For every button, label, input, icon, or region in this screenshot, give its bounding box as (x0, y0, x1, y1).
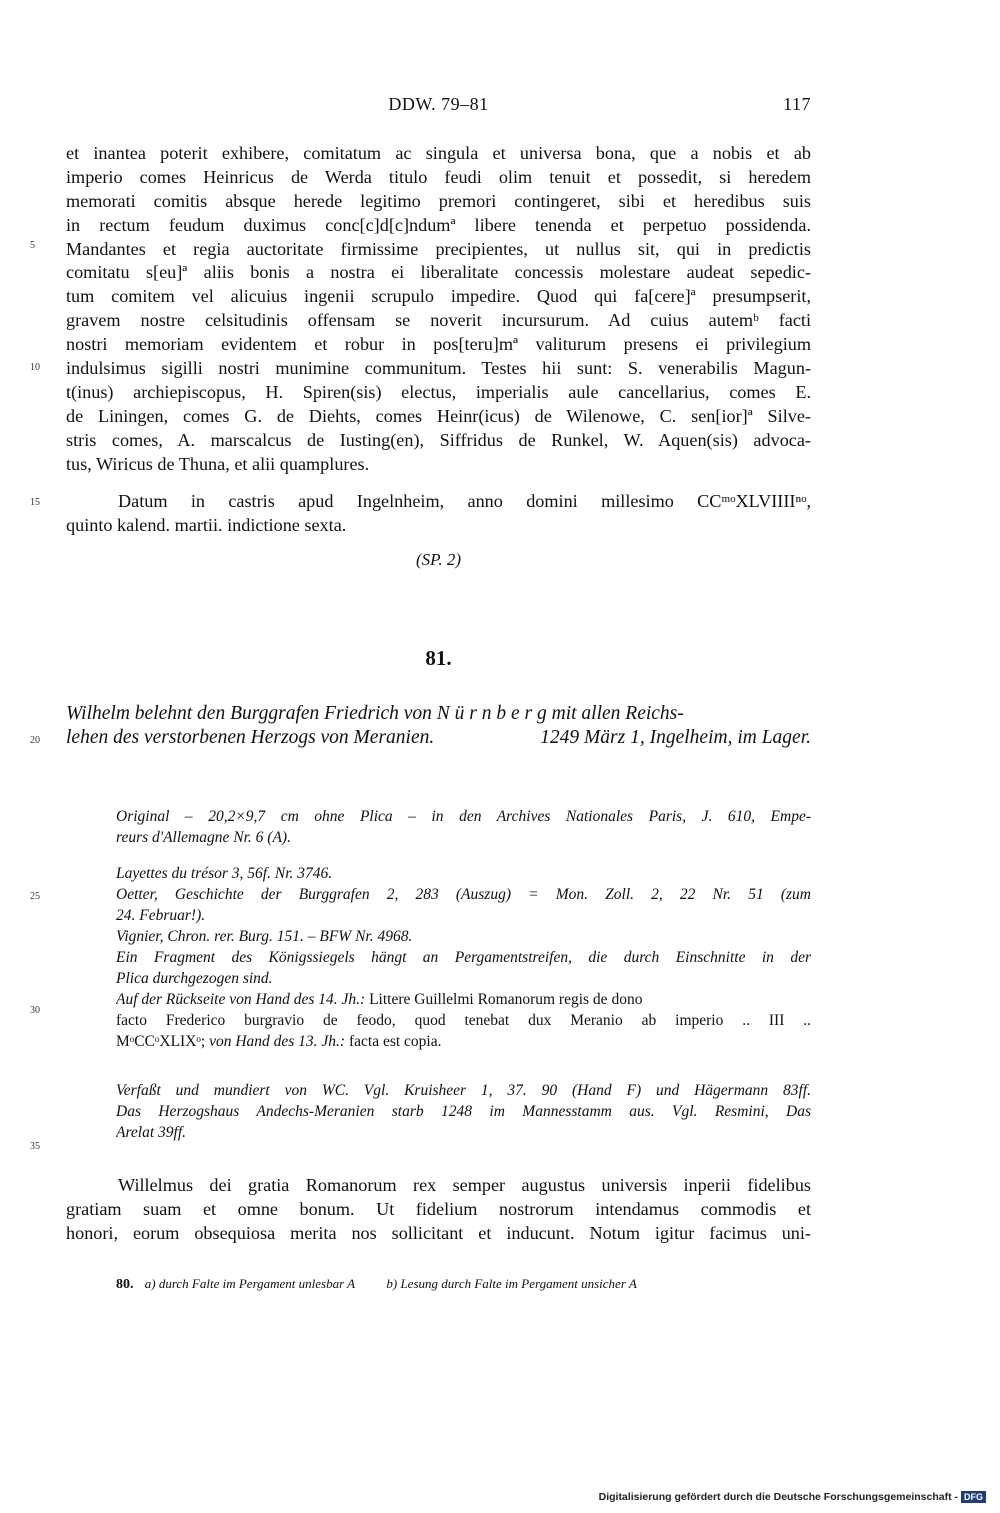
note-upright: facta est copia. (348, 1033, 442, 1050)
doc80-line: imperio comes Heinricus de Werda titulo feudi olim tenuit et possedit, si heredem (66, 166, 811, 187)
note-line: Ein Fragment des Königssiegels hängt an Pergamentstreifen, die durch Einschnitte in der (116, 949, 811, 966)
dfg-logo: DFG (961, 1491, 986, 1503)
doc80-line: gravem nostre celsitudinis offensam se noverit incursurum. Ad cuius autemᵇ facti (66, 310, 811, 331)
doc80-line: nostri memoriam evidentem et robur in pos[teru]mª valiturum presens ei privilegium (66, 334, 811, 355)
doc80-line: de Liningen, comes G. de Diehts, comes Heinr(icus) de Wilenowe, C. sen[ior]ª Silve- (66, 405, 811, 426)
page-header (66, 92, 811, 120)
doc80-datum (66, 490, 811, 538)
doc81-line: honori, eorum obsequiosa merita nos sollicitant et inducunt. Notum igitur facimus uni- (66, 1222, 811, 1243)
bibliography-notes (116, 863, 811, 1052)
doc80-line: memorati comitis absque herede legitimo premori contingeret, sibi et heredibus suis (66, 190, 811, 211)
note-line: Original – 20,2×9,7 cm ohne Plica – in den Archives Nationales Paris, J. 610, Empe- (116, 808, 811, 825)
footnote-a: a) durch Falte im Pergament unlesbar A (144, 1276, 356, 1291)
document-number: 81. (425, 646, 452, 670)
footnote-b: b) Lesung durch Falte im Pergament unsicher A (386, 1276, 637, 1291)
doc80-line: tum comitem vel alicuius ingenii scrupulo impedire. Quod qui fa[cere]ª presumpserit, (66, 286, 811, 307)
note-line: reurs d'Allemagne Nr. 6 (A). (116, 829, 291, 846)
doc81-line: Willelmus dei gratia Romanorum rex semper augustus universis inperii fidelibus (118, 1175, 811, 1195)
page-number: 117 (783, 94, 811, 114)
note-italic: Auf der Rückseite von Hand des 14. Jh.: (116, 991, 366, 1008)
note-line (116, 1031, 811, 1052)
doc80-line: et inantea poterit exhibere, comitatum ac singula et universa bona, que a nobis et ab (66, 143, 811, 163)
footnote-doc-number: 80. (116, 1277, 134, 1292)
note-line: 24. Februar!). (116, 907, 206, 924)
note-line: Verfaßt und mundiert von WC. Vgl. Kruisheer 1, 37. 90 (Hand F) und Hägermann 83ff. (116, 1082, 811, 1099)
line-number: 35 (30, 1141, 40, 1152)
note-line: Vignier, Chron. rer. Burg. 151. – BFW Nr. 4968. (116, 928, 413, 945)
note-line (116, 989, 811, 1010)
note-italic: von Hand des 13. Jh.: (209, 1033, 346, 1050)
doc80-line: comitatu s[eu]ª aliis bonis a nostra ei liberalitate concessis molestare audeat sepedic- (66, 262, 811, 283)
doc80-line: in rectum feudum duximus conc[c]d[c]ndumª libere tenenda et perpetuo possidenda. (66, 214, 811, 235)
doc80-body (66, 142, 811, 476)
doc80-line: stris comes, A. marscalcus de Iusting(en), Siffridus de Runkel, W. Aquen(sis) advoca- (66, 429, 811, 450)
line-number: 5 (30, 240, 35, 251)
seal-note: (SP. 2) (415, 550, 461, 569)
commentary-notes (116, 1080, 811, 1143)
line-number: 30 (30, 1005, 40, 1016)
footnotes (116, 1276, 665, 1293)
regest-line: lehen des verstorbenen Herzogs von Meranien. (66, 727, 435, 748)
dateline: 1249 März 1, Ingelheim, im Lager. (540, 727, 811, 748)
datum-line: Datum in castris apud Ingelnheim, anno domini millesimo CCᵐᵒXLVIIIIⁿᵒ, (118, 491, 811, 511)
note-line: Oetter, Geschichte der Burggrafen 2, 283 (Auszug) = Mon. Zoll. 2, 22 Nr. 51 (zum (116, 886, 811, 903)
note-line: Das Herzogshaus Andechs-Meranien starb 1248 im Mannesstamm aus. Vgl. Resmini, Das (116, 1103, 811, 1120)
line-number: 10 (30, 362, 40, 373)
note-upright: Littere Guillelmi Romanorum regis de dono (369, 991, 643, 1008)
line-number: 25 (30, 891, 40, 902)
doc80-line: indulsimus sigilli nostri munimine communitum. Testes hii sunt: S. venerabilis Magun- (66, 358, 811, 379)
regest-line: Wilhelm belehnt den Burggrafen Friedrich von N ü r n b e r g mit allen Reichs- (66, 703, 684, 724)
note-line: facto Frederico burgravio de feodo, quod tenebat dux Meranio ab imperio .. III .. (116, 1012, 811, 1029)
note-line: Layettes du trésor 3, 56f. Nr. 3746. (116, 865, 333, 882)
doc80-line: t(inus) archiepiscopus, H. Spiren(sis) electus, imperialis aule cancellarius, comes E. (66, 381, 811, 402)
note-line: Plica durchgezogen sind. (116, 970, 273, 987)
line-number: 15 (30, 497, 40, 508)
funding-notice (599, 1491, 986, 1503)
note-line: Arelat 39ff. (116, 1124, 187, 1141)
datum-line: quinto kalend. martii. indictione sexta. (66, 514, 347, 535)
doc81-body (66, 1174, 811, 1246)
doc81-line: gratiam suam et omne bonum. Ut fidelium nostrorum intendamus commodis et (66, 1198, 811, 1219)
doc80-line: tus, Wiricus de Thuna, et alii quamplures. (66, 453, 370, 474)
funding-text: Digitalisierung gefördert durch die Deutsche Forschungsgemeinschaft - (598, 1491, 958, 1503)
doc80-line: Mandantes et regia auctoritate firmissime precipientes, ut nullus sit, qui in predictis (66, 238, 811, 259)
running-title: DDW. 79–81 (388, 94, 489, 114)
apparatus-notes (116, 806, 811, 848)
line-number: 20 (30, 735, 40, 746)
note-upright: MᵒCCᵒXLIXᵒ; (116, 1033, 206, 1050)
